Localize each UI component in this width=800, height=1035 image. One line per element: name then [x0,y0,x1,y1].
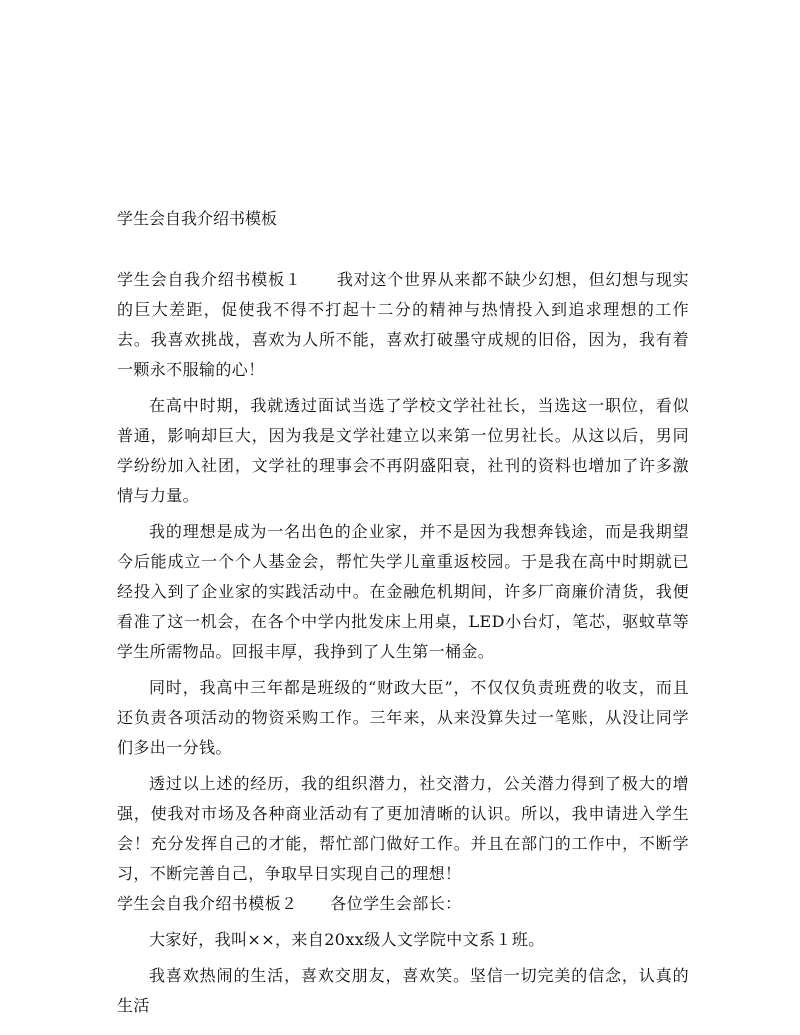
paragraph-2 [117,391,689,511]
document-body [117,265,689,1027]
section-heading-2: 学生会自我介绍书模板２ [117,894,298,913]
paragraph-5 [117,769,689,889]
paragraph-4-text: 同时，我高中三年都是班级的“财政大臣”，不仅仅负责班费的收支，而且还负责各项活动的物资采购工作。三年来，从来没算失过一笔账，从没让同学们多出一分钱。 [117,678,689,757]
section-heading-1: 学生会自我介绍书模板１ [117,270,302,289]
heading-gap [297,894,330,913]
paragraph-7-text: 大家好，我叫××，来自20xx级人文学院中文系１班。 [149,930,545,949]
heading-gap [302,270,337,289]
paragraph-3-text: 我的理想是成为一名出色的企业家，并不是因为我想奔钱途，而是我期望今后能成立一个个人基金会，帮忙失学儿童重返校园。于是我在高中时期就已经投入到了企业家的实践活动中。在金融危机期间，许多厂商廉价清货，我便看准了这一机会，在各个中学内批发床上用桌，LED小台灯，笔芯，驱蚊草等学生所需物品。回报丰厚，我挣到了人生第一桶金。 [117,522,689,661]
paragraph-7 [117,925,689,955]
paragraph-5-text: 透过以上述的经历，我的组织潜力，社交潜力，公关潜力得到了极大的增强，使我对市场及各种商业活动有了更加清晰的认识。所以，我申请进入学生会！充分发挥自己的才能，帮忙部门做好工作。并且在部门的工作中，不断学习，不断完善自己，争取早日实现自己的理想！ [117,774,689,883]
paragraph-1 [117,265,689,385]
paragraph-6-text: 各位学生会部长： [330,894,462,913]
paragraph-4 [117,673,689,763]
paragraph-1-text: 我对这个世界从来都不缺少幻想，但幻想与现实的巨大差距，促使我不得不打起十二分的精神与热情投入到追求理想的工作去。我喜欢挑战，喜欢为人所不能，喜欢打破墨守成规的旧俗，因为，我有着一颗永不服输的心！ [117,270,690,379]
paragraph-8-text: 我喜欢热闹的生活，喜欢交朋友，喜欢笑。坚信一切完美的信念，认真的生活 [117,966,689,1015]
paragraph-8 [117,961,689,1021]
paragraph-3 [117,517,689,667]
paragraph-6 [117,889,689,919]
paragraph-2-text: 在高中时期，我就透过面试当选了学校文学社社长，当选这一职位，看似普通，影响却巨大，因为我是文学社建立以来第一位男社长。从这以后，男同学纷纷加入社团，文学社的理事会不再阴盛阳衰，社刊的资料也增加了许多激情与力量。 [117,396,689,505]
document-title: 学生会自我介绍书模板 [117,209,278,228]
